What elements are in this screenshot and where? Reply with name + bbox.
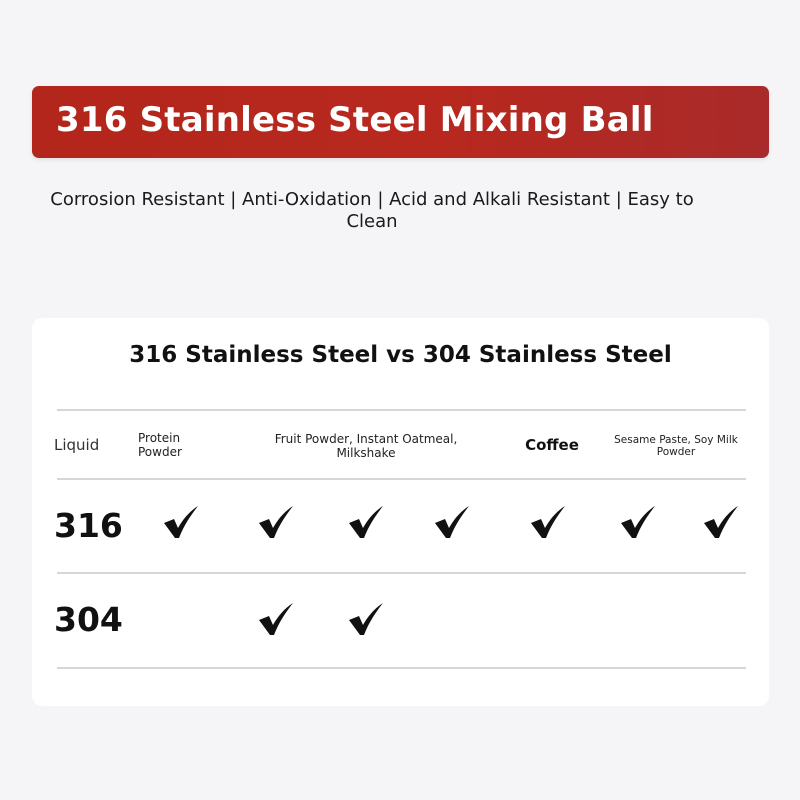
divider-header [57, 478, 746, 480]
banner-title: 316 Stainless Steel Mixing Ball [56, 100, 654, 140]
features-subtitle: Corrosion Resistant | Anti-Oxidation | Acid and Alkali Resistant | Easy to Clean [50, 189, 694, 232]
check-mark-icon [701, 504, 741, 540]
divider-top [57, 409, 746, 411]
divider-bottom [57, 667, 746, 669]
row-label-304: 304 [54, 600, 123, 639]
check-mark-icon [528, 504, 568, 540]
check-mark-icon [161, 504, 201, 540]
check-mark-icon [346, 601, 386, 637]
title-banner [32, 86, 769, 158]
check-mark-icon [256, 504, 296, 540]
row-label-316: 316 [54, 506, 123, 545]
header-fruit-powder: Fruit Powder, Instant Oatmeal, Milkshake [274, 432, 458, 460]
divider-row [57, 572, 746, 574]
comparison-card [32, 318, 769, 706]
header-liquid: Liquid [54, 436, 100, 454]
header-protein-powder: Protein Powder [138, 431, 182, 459]
header-coffee: Coffee [525, 436, 579, 454]
header-sesame-paste: Sesame Paste, Soy Milk Powder [614, 434, 738, 458]
check-mark-icon [346, 504, 386, 540]
check-mark-icon [618, 504, 658, 540]
check-mark-icon [256, 601, 296, 637]
comparison-title: 316 Stainless Steel vs 304 Stainless Steel [129, 342, 672, 368]
check-mark-icon [432, 504, 472, 540]
